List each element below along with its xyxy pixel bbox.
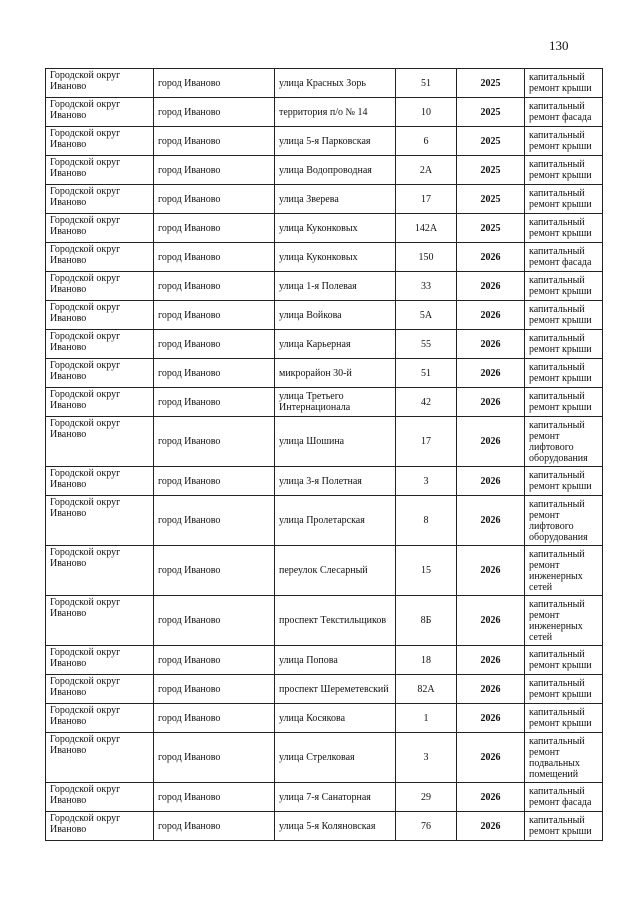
district-cell: Городской округ Иваново <box>46 69 154 98</box>
house-number-cell: 76 <box>396 812 457 841</box>
house-number-cell: 42 <box>396 388 457 417</box>
street-cell: проспект Шереметевский <box>275 675 396 704</box>
work-type-cell: капитальный ремонт крыши <box>525 646 603 675</box>
table-row <box>46 214 603 243</box>
district-cell: Городской округ Иваново <box>46 596 154 646</box>
work-type-cell: капитальный ремонт фасада <box>525 98 603 127</box>
city-cell: город Иваново <box>154 675 275 704</box>
table-row <box>46 185 603 214</box>
work-type-cell: капитальный ремонт крыши <box>525 272 603 301</box>
work-type-cell: капитальный ремонт крыши <box>525 185 603 214</box>
district-cell: Городской округ Иваново <box>46 243 154 272</box>
district-cell: Городской округ Иваново <box>46 272 154 301</box>
district-cell: Городской округ Иваново <box>46 156 154 185</box>
work-type-cell: капитальный ремонт лифтового оборудования <box>525 417 603 467</box>
table-row <box>46 675 603 704</box>
city-cell: город Иваново <box>154 272 275 301</box>
street-cell: территория п/о № 14 <box>275 98 396 127</box>
repair-schedule-table <box>45 68 603 841</box>
table-row <box>46 812 603 841</box>
city-cell: город Иваново <box>154 243 275 272</box>
house-number-cell: 5А <box>396 301 457 330</box>
house-number-cell: 142А <box>396 214 457 243</box>
city-cell: город Иваново <box>154 127 275 156</box>
year-cell: 2026 <box>457 417 525 467</box>
work-type-cell: капитальный ремонт фасада <box>525 243 603 272</box>
district-cell: Городской округ Иваново <box>46 496 154 546</box>
year-cell: 2026 <box>457 646 525 675</box>
year-cell: 2026 <box>457 330 525 359</box>
city-cell: город Иваново <box>154 330 275 359</box>
year-cell: 2026 <box>457 496 525 546</box>
city-cell: город Иваново <box>154 98 275 127</box>
city-cell: город Иваново <box>154 69 275 98</box>
street-cell: улица Куконковых <box>275 214 396 243</box>
district-cell: Городской округ Иваново <box>46 467 154 496</box>
district-cell: Городской округ Иваново <box>46 214 154 243</box>
work-type-cell: капитальный ремонт инженерных сетей <box>525 596 603 646</box>
work-type-cell: капитальный ремонт крыши <box>525 467 603 496</box>
city-cell: город Иваново <box>154 156 275 185</box>
district-cell: Городской округ Иваново <box>46 812 154 841</box>
year-cell: 2025 <box>457 214 525 243</box>
page-number: 130 <box>549 38 569 53</box>
year-cell: 2026 <box>457 301 525 330</box>
year-cell: 2026 <box>457 359 525 388</box>
district-cell: Городской округ Иваново <box>46 127 154 156</box>
year-cell: 2026 <box>457 812 525 841</box>
house-number-cell: 18 <box>396 646 457 675</box>
work-type-cell: капитальный ремонт крыши <box>525 330 603 359</box>
district-cell: Городской округ Иваново <box>46 185 154 214</box>
district-cell: Городской округ Иваново <box>46 330 154 359</box>
year-cell: 2026 <box>457 783 525 812</box>
district-cell: Городской округ Иваново <box>46 417 154 467</box>
city-cell: город Иваново <box>154 301 275 330</box>
house-number-cell: 29 <box>396 783 457 812</box>
house-number-cell: 150 <box>396 243 457 272</box>
house-number-cell: 17 <box>396 185 457 214</box>
table-row <box>46 359 603 388</box>
table-row <box>46 301 603 330</box>
work-type-cell: капитальный ремонт крыши <box>525 359 603 388</box>
city-cell: город Иваново <box>154 596 275 646</box>
year-cell: 2025 <box>457 69 525 98</box>
street-cell: улица Попова <box>275 646 396 675</box>
table-row <box>46 127 603 156</box>
city-cell: город Иваново <box>154 733 275 783</box>
table-row <box>46 546 603 596</box>
table-row <box>46 467 603 496</box>
year-cell: 2025 <box>457 127 525 156</box>
city-cell: город Иваново <box>154 546 275 596</box>
district-cell: Городской округ Иваново <box>46 359 154 388</box>
street-cell: улица 5-я Парковская <box>275 127 396 156</box>
table-row <box>46 596 603 646</box>
street-cell: микрорайон 30-й <box>275 359 396 388</box>
work-type-cell: капитальный ремонт крыши <box>525 388 603 417</box>
work-type-cell: капитальный ремонт фасада <box>525 783 603 812</box>
street-cell: улица 5-я Коляновская <box>275 812 396 841</box>
house-number-cell: 6 <box>396 127 457 156</box>
city-cell: город Иваново <box>154 359 275 388</box>
work-type-cell: капитальный ремонт инженерных сетей <box>525 546 603 596</box>
city-cell: город Иваново <box>154 783 275 812</box>
house-number-cell: 15 <box>396 546 457 596</box>
street-cell: улица Куконковых <box>275 243 396 272</box>
table-row <box>46 243 603 272</box>
year-cell: 2026 <box>457 243 525 272</box>
table-row <box>46 272 603 301</box>
street-cell: улица Третьего Интернационала <box>275 388 396 417</box>
year-cell: 2026 <box>457 596 525 646</box>
year-cell: 2025 <box>457 156 525 185</box>
house-number-cell: 2А <box>396 156 457 185</box>
district-cell: Городской округ Иваново <box>46 733 154 783</box>
district-cell: Городской округ Иваново <box>46 704 154 733</box>
district-cell: Городской округ Иваново <box>46 675 154 704</box>
street-cell: улица Стрелковая <box>275 733 396 783</box>
street-cell: улица Войкова <box>275 301 396 330</box>
year-cell: 2025 <box>457 98 525 127</box>
table-body <box>46 69 603 841</box>
street-cell: улица Зверева <box>275 185 396 214</box>
work-type-cell: капитальный ремонт крыши <box>525 156 603 185</box>
district-cell: Городской округ Иваново <box>46 98 154 127</box>
house-number-cell: 3 <box>396 733 457 783</box>
house-number-cell: 8 <box>396 496 457 546</box>
year-cell: 2026 <box>457 704 525 733</box>
table-row <box>46 330 603 359</box>
table-row <box>46 704 603 733</box>
table-row <box>46 783 603 812</box>
district-cell: Городской округ Иваново <box>46 301 154 330</box>
city-cell: город Иваново <box>154 388 275 417</box>
table-row <box>46 646 603 675</box>
table-row <box>46 98 603 127</box>
city-cell: город Иваново <box>154 185 275 214</box>
work-type-cell: капитальный ремонт крыши <box>525 69 603 98</box>
city-cell: город Иваново <box>154 214 275 243</box>
year-cell: 2026 <box>457 388 525 417</box>
work-type-cell: капитальный ремонт крыши <box>525 301 603 330</box>
year-cell: 2026 <box>457 272 525 301</box>
street-cell: улица Косякова <box>275 704 396 733</box>
street-cell: улица Водопроводная <box>275 156 396 185</box>
city-cell: город Иваново <box>154 467 275 496</box>
year-cell: 2026 <box>457 546 525 596</box>
street-cell: улица Пролетарская <box>275 496 396 546</box>
house-number-cell: 17 <box>396 417 457 467</box>
street-cell: переулок Слесарный <box>275 546 396 596</box>
work-type-cell: капитальный ремонт крыши <box>525 675 603 704</box>
street-cell: улица Шошина <box>275 417 396 467</box>
city-cell: город Иваново <box>154 812 275 841</box>
house-number-cell: 51 <box>396 69 457 98</box>
house-number-cell: 3 <box>396 467 457 496</box>
table-row <box>46 417 603 467</box>
table-row <box>46 156 603 185</box>
street-cell: улица Красных Зорь <box>275 69 396 98</box>
district-cell: Городской округ Иваново <box>46 546 154 596</box>
table-row <box>46 69 603 98</box>
street-cell: улица 7-я Санаторная <box>275 783 396 812</box>
street-cell: проспект Текстильщиков <box>275 596 396 646</box>
street-cell: улица 3-я Полетная <box>275 467 396 496</box>
house-number-cell: 1 <box>396 704 457 733</box>
city-cell: город Иваново <box>154 417 275 467</box>
city-cell: город Иваново <box>154 704 275 733</box>
street-cell: улица Карьерная <box>275 330 396 359</box>
work-type-cell: капитальный ремонт крыши <box>525 812 603 841</box>
table-row <box>46 733 603 783</box>
house-number-cell: 55 <box>396 330 457 359</box>
house-number-cell: 8Б <box>396 596 457 646</box>
house-number-cell: 51 <box>396 359 457 388</box>
year-cell: 2026 <box>457 675 525 704</box>
table-row <box>46 496 603 546</box>
work-type-cell: капитальный ремонт крыши <box>525 127 603 156</box>
house-number-cell: 10 <box>396 98 457 127</box>
city-cell: город Иваново <box>154 496 275 546</box>
house-number-cell: 82А <box>396 675 457 704</box>
year-cell: 2025 <box>457 185 525 214</box>
work-type-cell: капитальный ремонт лифтового оборудования <box>525 496 603 546</box>
work-type-cell: капитальный ремонт подвальных помещений <box>525 733 603 783</box>
year-cell: 2026 <box>457 467 525 496</box>
street-cell: улица 1-я Полевая <box>275 272 396 301</box>
table-row <box>46 388 603 417</box>
district-cell: Городской округ Иваново <box>46 388 154 417</box>
work-type-cell: капитальный ремонт крыши <box>525 214 603 243</box>
work-type-cell: капитальный ремонт крыши <box>525 704 603 733</box>
year-cell: 2026 <box>457 733 525 783</box>
district-cell: Городской округ Иваново <box>46 646 154 675</box>
district-cell: Городской округ Иваново <box>46 783 154 812</box>
house-number-cell: 33 <box>396 272 457 301</box>
city-cell: город Иваново <box>154 646 275 675</box>
